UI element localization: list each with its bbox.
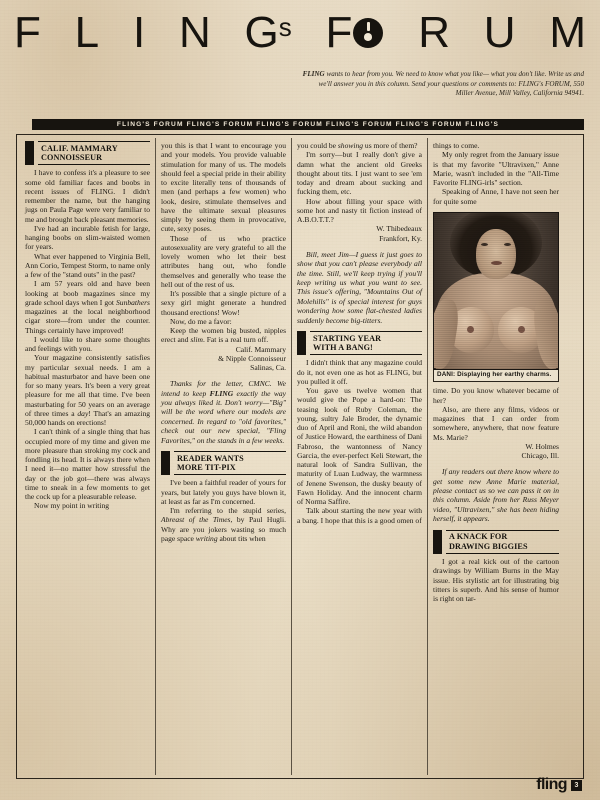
italic-title: Abreast of the Times	[161, 515, 231, 525]
editor-reply: If any readers out there know where to get some new Anne Marie material, please contact us so we can pass it on in this column. Aside from her Russ Meyer video, "Ultravixen," she has been hiding herself, it appears.	[433, 467, 559, 524]
paragraph: Speaking of Anne, I have not seen her for quite some	[433, 187, 559, 206]
masthead-letter-l: L	[74, 8, 100, 57]
paragraph: I would like to share some thoughts and feelings with you.	[25, 334, 150, 354]
paragraph: time. Do you know whatever became of her?	[433, 386, 559, 405]
section-header-a-knack-for-drawing-biggies	[433, 530, 559, 554]
column-4	[428, 138, 564, 775]
column-2	[156, 138, 292, 775]
paragraph: I have to confess it's a pleasure to see some old familiar faces and boobs in recent issues of FLING. I didn't remember the name, but the hanging jugs on Paula Page were very familiar to me and brought back pleasant memories.	[25, 168, 150, 224]
paragraph	[161, 326, 286, 345]
paragraph: Those of us who practice autosexuality are very grateful to all the lovely women who let their best attributes hang out, who fondle themselves and generally who tease the hell out of the rest of us.	[161, 233, 286, 289]
paragraph: Also, are there any films, videos or magazines that I can order from somewhere, anywhere, that now feature Ms. Marie?	[433, 404, 559, 442]
paragraph: It's possible that a single picture of a sexy girl might generate a hundred thousand erections! Wow!	[161, 289, 286, 317]
paragraph-part: magazines at the local neighborhood cigar store—from under the counter. Things certainly have improved!	[25, 307, 150, 335]
paragraph	[297, 141, 422, 150]
italic-emphasis: writing	[195, 533, 218, 543]
section-title-line-1: READER WANTS	[177, 453, 244, 463]
photo-caption: DANI: Displaying her earthy charms.	[433, 370, 559, 383]
paragraph	[161, 506, 286, 543]
intro-lead-fling: FLING	[302, 70, 325, 78]
editor-reply	[161, 379, 286, 445]
italic-emphasis: day	[77, 408, 89, 418]
italic-emphasis: slim	[190, 335, 203, 345]
photo-figure	[433, 212, 559, 383]
intro-line-1: wants to hear from you. We need to know what you like—	[324, 70, 490, 78]
column-grid	[20, 138, 580, 775]
paragraph: I've been a faithful reader of yours for years, but lately you guys have blown it, at least as far as I'm concerned.	[161, 478, 286, 506]
paragraph-part: you could be	[297, 141, 338, 150]
masthead-letter-r: R	[418, 8, 450, 57]
header-mark-icon	[297, 331, 306, 355]
section-title-line-1: STARTING YEAR	[313, 333, 382, 343]
paragraph: you this is that I want to encourage you and your models. You provide valuable stimulation for many of us. The models should feel a special pride in their ability to excite literally tens of thousands of men (and perhaps a few women) who look, desire, stimulate themselves and have the ultimate sexual pleasures simply by seeing them in provocative, cute, sexy poses.	[161, 141, 286, 234]
paragraph-part: , by Paul Hugli. Why are you jokers wasting so much page space	[161, 515, 286, 543]
intro-blurb	[302, 70, 584, 99]
paragraph: things to come.	[433, 141, 480, 150]
reply-part: Thanks for the letter, CMNC. We intend to keep	[161, 379, 286, 398]
intro-line-4: 550 Miller Avenue, Mill Valley, California 94941.	[455, 79, 584, 98]
reply-magazine-name: FLING	[209, 388, 234, 398]
paragraph: How about filling your space with some hot and nasty tit fiction instead of A.B.O.T.T.?	[297, 196, 422, 224]
masthead	[14, 10, 586, 56]
paragraph: What ever happened to Virginia Bell, Ann Corio, Tempest Storm, to name only a few of the "stand outs" in the past?	[25, 251, 150, 280]
signature-line: W. Thibedeaux	[376, 224, 422, 234]
signature-location: Salinas, Ca.	[250, 363, 286, 372]
masthead-letter-f1: F	[14, 8, 41, 57]
masthead-letter-n: N	[178, 8, 211, 57]
masthead-letter-f2: F	[325, 8, 353, 57]
paragraph-part: Your magazine consistently satisfies my particular sexual needs. I am a habitual masturbator and have been one for so many years. It's been a very great pleasure for me all that time. I've been masturbating for 50 years on an average of three times a	[25, 353, 150, 418]
section-title-line-2: DRAWING BIGGIES	[449, 541, 528, 551]
bullseye-o-icon	[353, 18, 383, 48]
paragraph: I didn't think that any magazine could do it, not even one as hot as FLING, but you pulled it off.	[297, 358, 422, 386]
section-title-line-2: CONNOISSEUR	[41, 152, 103, 162]
signature-location: Frankfort, Ky.	[379, 233, 422, 243]
paragraph: You gave us twelve women that would give the Pope a hard-on: The teasing look of Ruby Coleman, the young, sultry Jale Broder, the dynamic duo of April and Roni, the wild abandon of Justice Howard, the earthiness of Dani Fabroso, the wantonness of Nancy Garcia, the ever-perfect Keli Stewart, the natural look of Sandra Sullivan, the maturity of Luan Ludway, the warmness of Jenene Swenson, the dusky beauty of Fawn Holiday. And the innocent charm of Norma Saffire.	[297, 386, 422, 507]
page-number: 3	[571, 780, 582, 791]
photo-halftone-overlay	[434, 213, 558, 369]
paragraph: I've had an incurable fetish for large, hanging boobs on slim-waisted women for years.	[25, 223, 150, 252]
signature-line: W. Holmes	[525, 441, 559, 451]
signature-location: Chicago, Ill.	[521, 451, 559, 460]
editor-reply: Bill, meet Jim—I guess it just goes to show that you can't please everybody all the time. Still, we'll keep trying if you'll keep writing us what you want to see. This issue's offering, "Mountains Out of Molehills" is of special interest for guys wondering how some flat-chested ladies suddenly become big-titters.	[297, 249, 422, 325]
paragraph: I can't think of a single thing that has occupied more of my time and given me more pleasure than stroking my cock and fondling its head. It is always there when I need it—no matter how stressful the day or the job got—there was always time to sneak in a few moments to get the cock up for a pleasurable release.	[25, 427, 150, 502]
paragraph-part: I am 57 years old and have been looking at boob magazines since my grade school days when I got	[25, 279, 150, 307]
signature-line: Calif. Mammary	[235, 344, 286, 354]
paragraph	[25, 353, 150, 427]
masthead-letter-u: U	[483, 8, 516, 57]
paragraph-part: Keep the women big busted, nipples erect and	[161, 326, 286, 345]
paragraph: Now my point in writing	[34, 501, 110, 511]
fling-logo: fling	[536, 776, 567, 793]
header-mark-icon	[433, 530, 442, 554]
masthead-letter-i: I	[132, 8, 146, 57]
reply-part: exactly the way you always liked it. Don't worry—"Big" will be the word where our models are concerned. In regard to "old favorites," check out our new special, "Fling Favorites," on the stands in a few weeks.	[161, 388, 287, 445]
section-title-line-2: WITH A BANG!	[313, 342, 373, 352]
paragraph: I'm sorry—but I really don't give a damn what the ancient old Greeks thought about tits. I just want to see 'em today and dream about sucking and fucking them, etc.	[297, 150, 422, 197]
paragraph-part: us more of them?	[363, 141, 418, 150]
masthead-possessive-s: s	[278, 12, 292, 42]
intro-line-3: column. Send your questions or comments to: FLING's FORUM,	[387, 79, 572, 88]
masthead-letter-g: G	[244, 8, 279, 57]
page-footer	[536, 776, 582, 794]
italic-emphasis: showing	[337, 141, 364, 150]
intro-line-2: what you don't like. Write us and we'll answer you in this	[318, 70, 584, 88]
column-3	[292, 138, 428, 775]
section-title-line-2: MORE TIT-PIX	[177, 463, 236, 472]
header-mark-icon	[25, 141, 34, 165]
masthead-letter-m: M	[549, 8, 586, 57]
section-header-starting-year-with-a-bang	[297, 331, 422, 355]
header-mark-icon	[161, 451, 170, 475]
running-banner: FLING'S FORUM FLING'S FORUM FLING'S FORUM FLING'S FORUM FLING'S FORUM FLING'S	[32, 119, 584, 130]
section-title-line-1: CALIF. MAMMARY	[41, 143, 118, 153]
model-photo-dani	[433, 212, 559, 370]
signature-line: & Nipple Connoisseur	[218, 353, 286, 363]
column-1	[20, 138, 156, 775]
section-title-line-1: A KNACK FOR	[449, 532, 508, 542]
paragraph-part: about tits when	[217, 533, 266, 543]
paragraph-part: I'm referring to the stupid series,	[170, 506, 286, 516]
paragraph	[25, 279, 150, 335]
paragraph-part: . Fat is a real turn off.	[202, 335, 269, 345]
section-header-calif-mammary-connoisseur	[25, 141, 150, 165]
paragraph-part: ! That's an amazing 50,000 hands on erections!	[25, 408, 150, 428]
paragraph: Talk about starting the new year with a bang. I hope that this is a good omen of	[297, 506, 422, 525]
section-header-reader-wants-more-tit-pix	[161, 451, 286, 475]
paragraph: Now, do me a favor:	[170, 316, 232, 326]
italic-title: Sunbathers	[116, 297, 150, 307]
paragraph: I got a real kick out of the cartoon drawings by William Burns in the May issue. His stylistic art for illustrating big titters is superb. And his sense of humor is right on tar-	[433, 557, 559, 603]
paragraph: My only regret from the January issue is that my favorite "Ultravixen," Anne Marie, wasn't included in the "All-Time Favorite FLING-irls" section.	[433, 150, 559, 187]
